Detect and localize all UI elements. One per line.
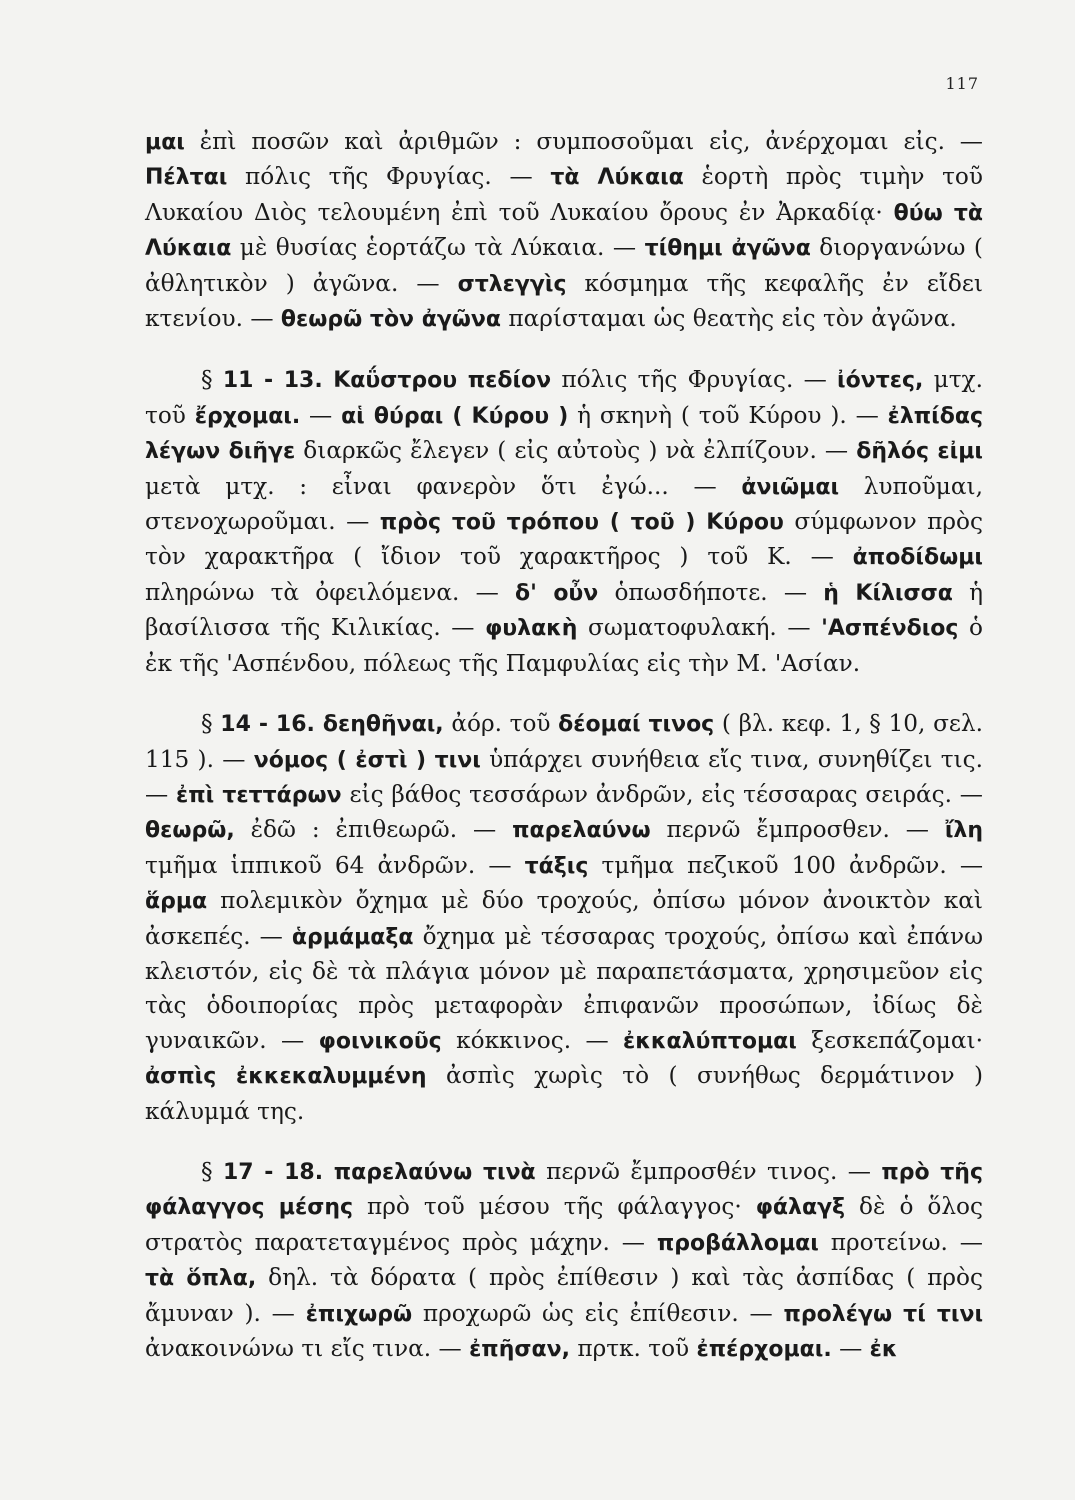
headword: φάλαγξ [755,1195,846,1221]
gloss-text: κόσμημα τῆς κεφαλῆς ἐν εἴδει κτενίου. — [145,269,983,333]
headword: πρὸ τῆς φάλαγγος μέσης [145,1159,984,1221]
gloss-text: πρτκ. τοῦ [569,1335,697,1362]
headword: θεωρῶ τὸν ἀγῶνα [280,307,502,333]
gloss-text: προχωρῶ ὡς εἰς ἐπίθεσιν. — [412,1299,784,1327]
headword: μαι [145,130,185,155]
gloss-text: ὄχημα μὲ τέσσαρας τροχούς, ὀπίσω καὶ ἐπάνω κλειστόν, εἰς δὲ τὰ πλάγια μόνον μὲ παραπετάσματα, χρησιμεῦον εἰς τὰς ὁδοιπορίας πρὸς μεταφορὰν ἐπιφανῶν προσώπων, ἰδίως δὲ γυναικῶν. — [145,922,984,1054]
gloss-text: ὑπάρχει συνήθεια εἴς τινα, συνηθίζει τις. — [145,745,984,808]
gloss-text: § [201,1157,223,1185]
paragraph [145,125,983,337]
gloss-text: πόλις τῆς Φρυγίας. — [227,163,551,191]
gloss-text: ἡ βασίλισσα τῆς Κιλικίας. — [145,578,983,642]
headword: ἴλη [944,818,983,844]
headword: ἀνιῶμαι [741,474,840,500]
gloss-text: σωματοφυλακή. — [577,614,822,642]
gloss-text: ἀνακοινώνω τι εἴς τινα. — [145,1335,470,1362]
gloss-text: ἐδῶ : ἐπιθεωρῶ. — [234,816,513,844]
gloss-text: ὁπωσδήποτε. — [598,578,824,606]
paragraph [145,363,983,681]
gloss-text: λυποῦμαι, στενοχωροῦμαι. — [145,472,983,536]
headword: θύω τὰ Λύκαια [145,200,984,262]
headword: νόμος ( ἐστὶ ) τινι [253,747,481,773]
headword: ἐπέρχομαι. [696,1337,832,1362]
gloss-text: πόλις τῆς Φρυγίας. — [551,366,838,394]
gloss-text: περνῶ ἔμπροσθεν. — [650,816,945,844]
gloss-text: μετὰ μτχ. : εἶναι φανερὸν ὅτι ἐγώ... — [145,472,742,500]
headword: τὰ ὅπλα, [145,1266,257,1292]
page-number: 117 [945,74,979,93]
gloss-text: ( βλ. κεφ. 1, § 10, σελ. 115 ). — [145,710,984,773]
paragraph [145,707,983,1129]
headword: ἀποδίδωμι [852,545,983,571]
headword: ἐλπίδας λέγων διῆγε [145,403,983,465]
headword: δ' οὖν [514,580,599,606]
gloss-text: εἰς βάθος τεσσάρων ἀνδρῶν, εἰς τέσσαρας σειράς. — [341,780,983,808]
headword: θεωρῶ, [145,818,235,844]
gloss-text: — [300,401,342,429]
headword: ἀσπὶς ἐκκεκαλυμμένη [145,1064,427,1090]
headword: παρελαύνω [512,818,651,844]
headword: αἱ θύραι ( Κύρου ) [341,403,569,429]
headword: δέομαί τινος [558,712,715,738]
headword: ἐπὶ τεττάρων [176,782,342,808]
headword: Πέλται [145,165,228,191]
gloss-text: περνῶ ἔμπροσθέν τινος. — [535,1157,882,1185]
gloss-text: κόκκινος. — [441,1026,624,1054]
gloss-text: ὁ ἐκ τῆς 'Ασπένδου, πόλεως τῆς Παμφυλίας εἰς τὴν Μ. 'Ασίαν. [145,614,984,677]
gloss-text: πρὸ τοῦ μέσου τῆς φάλαγγος· [353,1193,756,1221]
gloss-text: ἐπὶ ποσῶν καὶ ἀριθμῶν : συμποσοῦμαι εἰς, ἀνέρχομαι εἰς. — [184,128,983,155]
headword: 14 - 16. δεηθῆναι, [220,712,444,738]
page-body [145,125,983,1367]
gloss-text: δὲ ὁ ὅλος στρατὸς παρατεταγμένος πρὸς μάχην. — [145,1193,983,1256]
headword: ἐκ [869,1337,898,1362]
headword: ἔρχομαι. [194,403,301,429]
headword: 11 - 13. Καΰστρου πεδίον [222,368,552,394]
gloss-text: τμῆμα πεζικοῦ 100 ἀνδρῶν. — [588,851,984,879]
headword: ἐκκαλύπτομαι [623,1028,797,1054]
headword: προβάλλομαι [656,1230,819,1256]
gloss-text: τμῆμα ἱππικοῦ 64 ἀνδρῶν. — [145,851,525,879]
gloss-text: § [201,366,223,394]
headword: προλέγω τί τινι [783,1301,984,1327]
headword: ἁρμάμαξα [291,924,414,950]
gloss-text: ἡ σκηνὴ ( τοῦ Κύρου ). — [568,401,888,429]
gloss-text: μτχ. τοῦ [145,366,983,429]
gloss-text: ἑορτὴ πρὸς τιμὴν τοῦ Λυκαίου Διὸς τελουμένη ἐπὶ τοῦ Λυκαίου ὄρους ἐν Ἀρκαδίᾳ· [145,163,983,226]
gloss-text: ἀσπὶς χωρὶς τὸ ( συνήθως δερμάτινον ) κάλυμμά της. [145,1062,984,1125]
gloss-text: προτείνω. — [818,1228,983,1256]
headword: 'Ασπένδιος [821,616,959,642]
gloss-text: ξεσκεπάζομαι· [796,1026,983,1054]
headword: φοινικοῦς [318,1028,442,1054]
gloss-text: παρίσταμαι ὡς θεατὴς εἰς τὸν ἀγῶνα. [501,305,957,333]
gloss-text: πληρώνω τὰ ὀφειλόμενα. — [145,578,515,606]
gloss-text: πολεμικὸν ὄχημα μὲ δύο τροχούς, ὀπίσω μόνον ἀνοικτὸν καὶ ἀσκεπές. — [145,887,983,950]
headword: τὰ Λύκαια [550,165,684,191]
gloss-text: δηλ. τὰ δόρατα ( πρὸς ἐπίθεσιν ) καὶ τὰς ἀσπίδας ( πρὸς ἄμυναν ). — [145,1264,983,1327]
gloss-text: διοργανώνω ( ἀθλητικὸν ) ἀγῶνα. — [145,234,983,297]
headword: στλεγγὶς [457,271,567,297]
headword: ἐπιχωρῶ [305,1301,413,1327]
gloss-text: ἀόρ. τοῦ [443,710,559,738]
paragraph [145,1155,983,1367]
headword: ἡ Κίλισσα [823,580,953,606]
gloss-text: μὲ θυσίας ἑορτάζω τὰ Λύκαια. — [231,234,645,262]
headword: φυλακὴ [485,616,578,642]
headword: ἰόντες, [837,368,924,394]
headword: ἅρμα [145,889,208,915]
headword: 17 - 18. παρελαύνω τινὰ [223,1159,536,1185]
gloss-text: § [201,710,221,738]
headword: ἐπῆσαν, [469,1337,570,1362]
gloss-text: — [831,1335,870,1362]
headword: δῆλός εἰμι [856,439,984,465]
headword: πρὸς τοῦ τρόπου ( τοῦ ) Κύρου [379,510,784,536]
gloss-text: διαρκῶς ἔλεγεν ( εἰς αὐτοὺς ) νὰ ἐλπίζουν. — [295,437,857,465]
headword: τάξις [524,853,589,879]
headword: τίθημι ἀγῶνα [644,236,811,262]
gloss-text: σύμφωνον πρὸς τὸν χαρακτῆρα ( ἴδιον τοῦ χαρακτῆρος ) τοῦ Κ. — [145,508,983,571]
